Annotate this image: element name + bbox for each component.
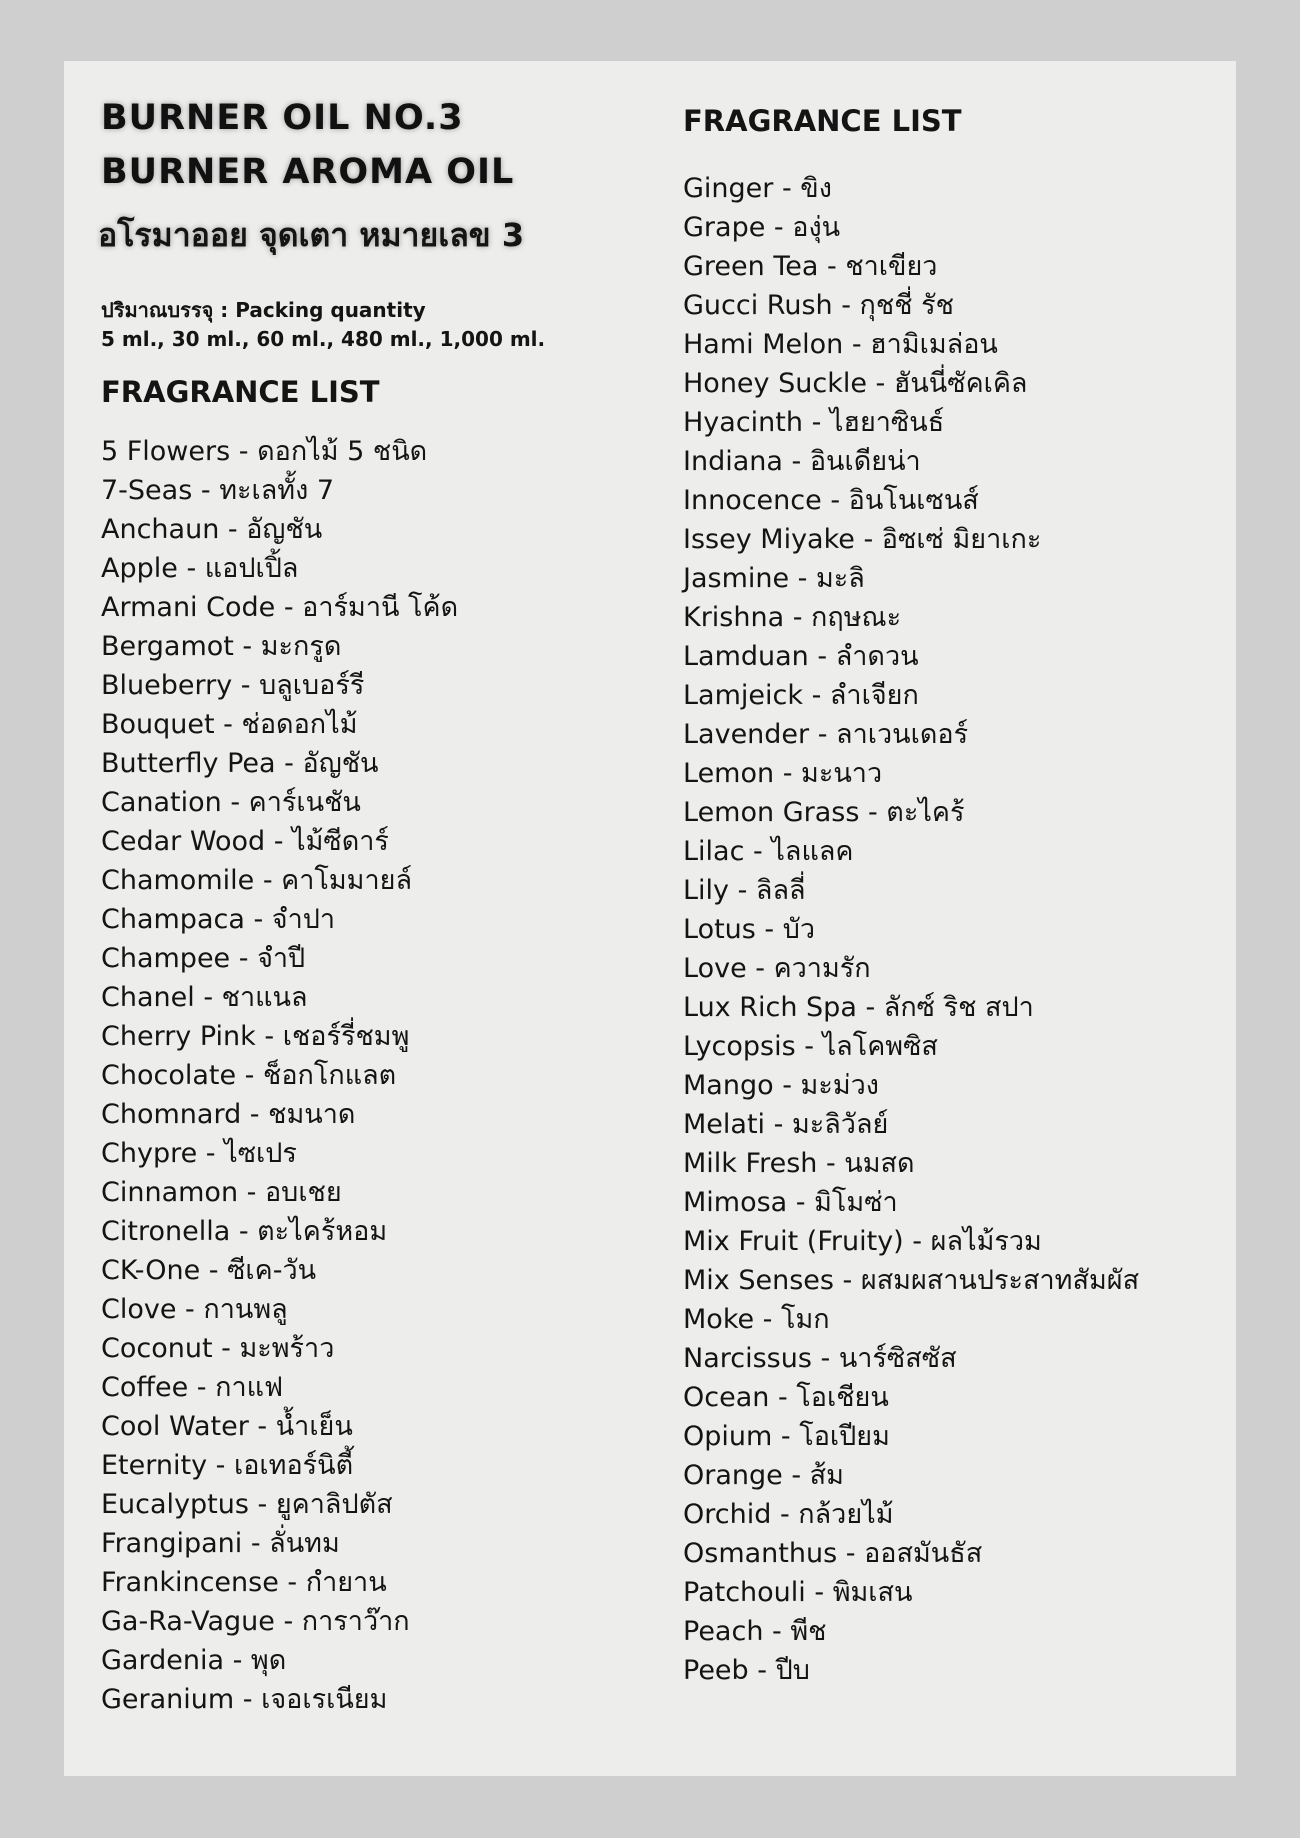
- fragrance-item: Chanel - ชาแนล: [101, 982, 308, 1013]
- fragrance-item: Frankincense - กำยาน: [101, 1567, 387, 1598]
- fragrance-item: Mango - มะม่วง: [683, 1070, 879, 1101]
- fragrance-item: Eucalyptus - ยูคาลิปตัส: [101, 1489, 393, 1520]
- fragrance-item: Gardenia - พุด: [101, 1645, 287, 1676]
- fragrance-item: Lavender - ลาเวนเดอร์: [683, 719, 969, 750]
- fragrance-item: Anchaun - อัญชัน: [101, 514, 323, 545]
- fragrance-item: Eternity - เอเทอร์นิตี้: [101, 1450, 354, 1481]
- packing-info: [101, 296, 545, 354]
- fragrance-item: Clove - กานพลู: [101, 1294, 288, 1325]
- fragrance-item: Innocence - อินโนเซนส์: [683, 485, 979, 516]
- fragrance-item: Lilac - ไลแลค: [683, 836, 854, 867]
- fragrance-item: Mix Senses - ผสมผสานประสาทสัมผัส: [683, 1265, 1140, 1296]
- fragrance-item: Cool Water - น้ำเย็น: [101, 1411, 353, 1442]
- fragrance-item: Armani Code - อาร์มานี โค้ด: [101, 592, 459, 623]
- fragrance-item: Moke - โมก: [683, 1304, 830, 1335]
- fragrance-item: Lemon - มะนาว: [683, 758, 883, 789]
- fragrance-item: Champaca - จำปา: [101, 904, 336, 935]
- fragrance-item: Cedar Wood - ไม้ซีดาร์: [101, 826, 389, 857]
- fragrance-item: Bergamot - มะกรูด: [101, 631, 342, 662]
- fragrance-item: Green Tea - ชาเขียว: [683, 251, 938, 282]
- fragrance-item: 7-Seas - ทะเลทั้ง 7: [101, 475, 335, 506]
- fragrance-item: Ga-Ra-Vague - การาว๊าก: [101, 1606, 410, 1637]
- fragrance-item: Canation - คาร์เนชัน: [101, 787, 361, 818]
- fragrance-item: Lotus - บัว: [683, 914, 816, 945]
- fragrance-item: Narcissus - นาร์ซิสซัส: [683, 1343, 957, 1374]
- fragrance-item: 5 Flowers - ดอกไม้ 5 ชนิด: [101, 436, 428, 467]
- fragrance-list-heading: FRAGRANCE LIST: [101, 375, 380, 409]
- packing-label: ปริมาณบรรจุ : Packing quantity: [101, 298, 426, 322]
- fragrance-item: Peeb - ปีบ: [683, 1655, 810, 1686]
- fragrance-item: Mimosa - มิโมซ่า: [683, 1187, 898, 1218]
- fragrance-item: Cherry Pink - เชอร์รี่ชมพู: [101, 1021, 410, 1052]
- fragrance-item: Citronella - ตะไคร้หอม: [101, 1216, 388, 1247]
- packing-sizes: 5 ml., 30 ml., 60 ml., 480 ml., 1,000 ml.: [101, 327, 546, 351]
- fragrance-item: Hyacinth - ไฮยาซินธ์: [683, 407, 945, 438]
- fragrance-item: Coffee - กาแฟ: [101, 1372, 284, 1403]
- fragrance-item: Chomnard - ชมนาด: [101, 1099, 356, 1130]
- fragrance-item: Frangipani - ลั่นทม: [101, 1528, 340, 1559]
- fragrance-item: Ocean - โอเชียน: [683, 1382, 889, 1413]
- fragrance-item: Gucci Rush - กุชชี่ รัช: [683, 290, 954, 321]
- fragrance-item: Patchouli - พิมเสน: [683, 1577, 913, 1608]
- fragrance-item: Grape - องุ่น: [683, 212, 841, 243]
- fragrance-item: Chamomile - คาโมมายล์: [101, 865, 413, 896]
- fragrance-item: Melati - มะลิวัลย์: [683, 1109, 889, 1140]
- fragrance-item: Chocolate - ช็อกโกแลต: [101, 1060, 397, 1091]
- fragrance-item: Lamjeick - ลำเจียก: [683, 680, 919, 711]
- product-title-line1: BURNER OIL NO.3: [101, 98, 464, 138]
- fragrance-item: Orchid - กล้วยไม้: [683, 1499, 894, 1530]
- fragrance-item: Hami Melon - ฮามิเมล่อน: [683, 329, 998, 360]
- fragrance-item: Lux Rich Spa - ลักซ์ ริช สปา: [683, 992, 1034, 1023]
- fragrance-item: Chypre - ไซเปร: [101, 1138, 297, 1169]
- fragrance-item: Apple - แอปเปิ้ล: [101, 553, 299, 584]
- fragrance-item: Krishna - กฤษณะ: [683, 602, 902, 633]
- fragrance-item: CK-One - ซีเค-วัน: [101, 1255, 317, 1286]
- fragrance-item: Butterfly Pea - อัญชัน: [101, 748, 379, 779]
- fragrance-item: Ginger - ขิง: [683, 173, 832, 204]
- fragrance-item: Coconut - มะพร้าว: [101, 1333, 335, 1364]
- fragrance-list-right: [683, 169, 1139, 1690]
- fragrance-item: Champee - จำปี: [101, 943, 306, 974]
- fragrance-item: Peach - พีช: [683, 1616, 827, 1647]
- fragrance-list-heading: FRAGRANCE LIST: [683, 104, 962, 138]
- fragrance-item: Milk Fresh - นมสด: [683, 1148, 915, 1179]
- fragrance-item: Opium - โอเปียม: [683, 1421, 890, 1452]
- fragrance-item: Issey Miyake - อิซเซ่ มิยาเกะ: [683, 524, 1042, 555]
- page-sheet: [64, 61, 1236, 1776]
- product-title-line2: BURNER AROMA OIL: [101, 152, 515, 192]
- fragrance-item: Bouquet - ช่อดอกไม้: [101, 709, 358, 740]
- fragrance-item: Lemon Grass - ตะไคร้: [683, 797, 965, 828]
- fragrance-item: Blueberry - บลูเบอร์รี: [101, 670, 365, 701]
- fragrance-item: Osmanthus - ออสมันธัส: [683, 1538, 983, 1569]
- fragrance-item: Lamduan - ลำดวน: [683, 641, 919, 672]
- fragrance-item: Jasmine - มะลิ: [683, 563, 865, 594]
- fragrance-list-left: [101, 432, 458, 1719]
- fragrance-item: Honey Suckle - ฮันนี่ซัคเคิล: [683, 368, 1028, 399]
- fragrance-item: Lycopsis - ไลโคพซิส: [683, 1031, 938, 1062]
- thai-product-title: อโรมาออย จุดเตา หมายเลข 3: [98, 216, 525, 254]
- fragrance-item: Lily - ลิลลี่: [683, 875, 806, 906]
- fragrance-item: Geranium - เจอเรเนียม: [101, 1684, 388, 1715]
- fragrance-item: Indiana - อินเดียน่า: [683, 446, 921, 477]
- fragrance-item: Mix Fruit (Fruity) - ผลไม้รวม: [683, 1226, 1042, 1257]
- fragrance-item: Love - ความรัก: [683, 953, 871, 984]
- fragrance-item: Orange - ส้ม: [683, 1460, 844, 1491]
- fragrance-item: Cinnamon - อบเชย: [101, 1177, 342, 1208]
